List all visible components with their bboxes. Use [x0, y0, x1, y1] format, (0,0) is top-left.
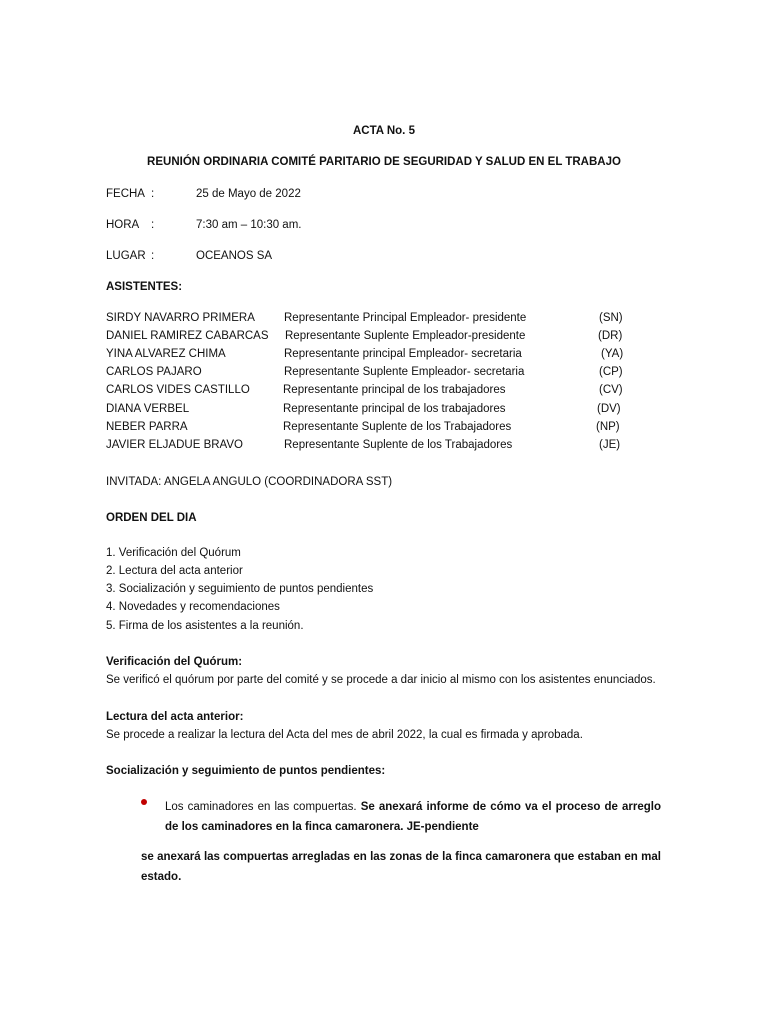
orden-item: 4. Novedades y recomendaciones	[106, 601, 280, 613]
attendee-role: Representante Suplente Empleador- secretaria	[284, 366, 525, 378]
document-title: REUNIÓN ORDINARIA COMITÉ PARITARIO DE SEGURIDAD Y SALUD EN EL TRABAJO	[147, 156, 621, 168]
meta-label: LUGAR	[106, 250, 146, 262]
attendee-code: (YA)	[601, 348, 624, 360]
bullet-dot-icon	[141, 799, 147, 805]
attendee-code: (CV)	[599, 384, 623, 396]
meta-sep: :	[151, 250, 155, 262]
asistentes-heading: ASISTENTES:	[106, 281, 183, 293]
bullet-plain-text: Los caminadores en las compuertas.	[165, 801, 357, 813]
orden-item: 2. Lectura del acta anterior	[106, 565, 243, 577]
attendee-code: (JE)	[599, 439, 621, 451]
attendee-name: NEBER PARRA	[106, 421, 188, 433]
attendee-role: Representante Principal Empleador- presidente	[284, 312, 527, 324]
verificacion-heading: Verificación del Quórum:	[106, 656, 243, 668]
attendee-role: Representante principal de los trabajadores	[283, 403, 506, 415]
meta-value: 7:30 am – 10:30 am.	[196, 219, 302, 231]
socializacion-follow: se anexará las compuertas arregladas en las zonas de la finca camaronera que estaban en mal estado.	[141, 851, 661, 883]
bullet-bold-text: Se anexará informe de cómo va el proceso de arreglo de los caminadores en la finca camaronera. JE-pendiente	[165, 801, 661, 833]
attendee-code: (DV)	[597, 403, 621, 415]
attendee-name: SIRDY NAVARRO PRIMERA	[106, 312, 255, 324]
lectura-heading: Lectura del acta anterior:	[106, 711, 244, 723]
attendee-code: (DR)	[598, 330, 623, 342]
meta-value: 25 de Mayo de 2022	[196, 188, 301, 200]
orden-item: 1. Verificación del Quórum	[106, 547, 241, 559]
attendee-code: (SN)	[599, 312, 623, 324]
socializacion-bullet	[165, 797, 661, 837]
attendee-code: (NP)	[596, 421, 620, 433]
attendee-name: DIANA VERBEL	[106, 403, 190, 415]
attendee-name: DANIEL RAMIREZ CABARCAS	[106, 330, 269, 342]
orden-item: 3. Socialización y seguimiento de puntos pendientes	[106, 583, 374, 595]
attendee-role: Representante Suplente de los Trabajadores	[284, 439, 513, 451]
socializacion-heading: Socialización y seguimiento de puntos pendientes:	[106, 765, 386, 777]
meta-sep: :	[151, 188, 155, 200]
attendee-code: (CP)	[599, 366, 623, 378]
attendee-name: YINA ALVAREZ CHIMA	[106, 348, 226, 360]
meta-value: OCEANOS SA	[196, 250, 273, 262]
attendee-role: Representante principal de los trabajadores	[283, 384, 506, 396]
attendee-name: JAVIER ELJADUE BRAVO	[106, 439, 243, 451]
meta-label: HORA	[106, 219, 140, 231]
acta-number: ACTA No. 5	[353, 125, 415, 137]
lectura-text: Se procede a realizar la lectura del Acta del mes de abril 2022, la cual es firmada y aprobada.	[106, 729, 583, 741]
meta-label: FECHA	[106, 188, 145, 200]
attendee-role: Representante Suplente Empleador-presidente	[285, 330, 526, 342]
attendee-role: Representante Suplente de los Trabajadores	[283, 421, 512, 433]
attendee-role: Representante principal Empleador- secretaria	[284, 348, 522, 360]
attendee-name: CARLOS PAJARO	[106, 366, 202, 378]
verificacion-text: Se verificó el quórum por parte del comité y se procede a dar inicio al mismo con los asistentes enunciados.	[106, 674, 656, 686]
orden-heading: ORDEN DEL DIA	[106, 512, 197, 524]
orden-item: 5. Firma de los asistentes a la reunión.	[106, 620, 304, 632]
meta-sep: :	[151, 219, 155, 231]
attendee-name: CARLOS VIDES CASTILLO	[106, 384, 250, 396]
invitada-line: INVITADA: ANGELA ANGULO (COORDINADORA SST)	[106, 476, 393, 488]
